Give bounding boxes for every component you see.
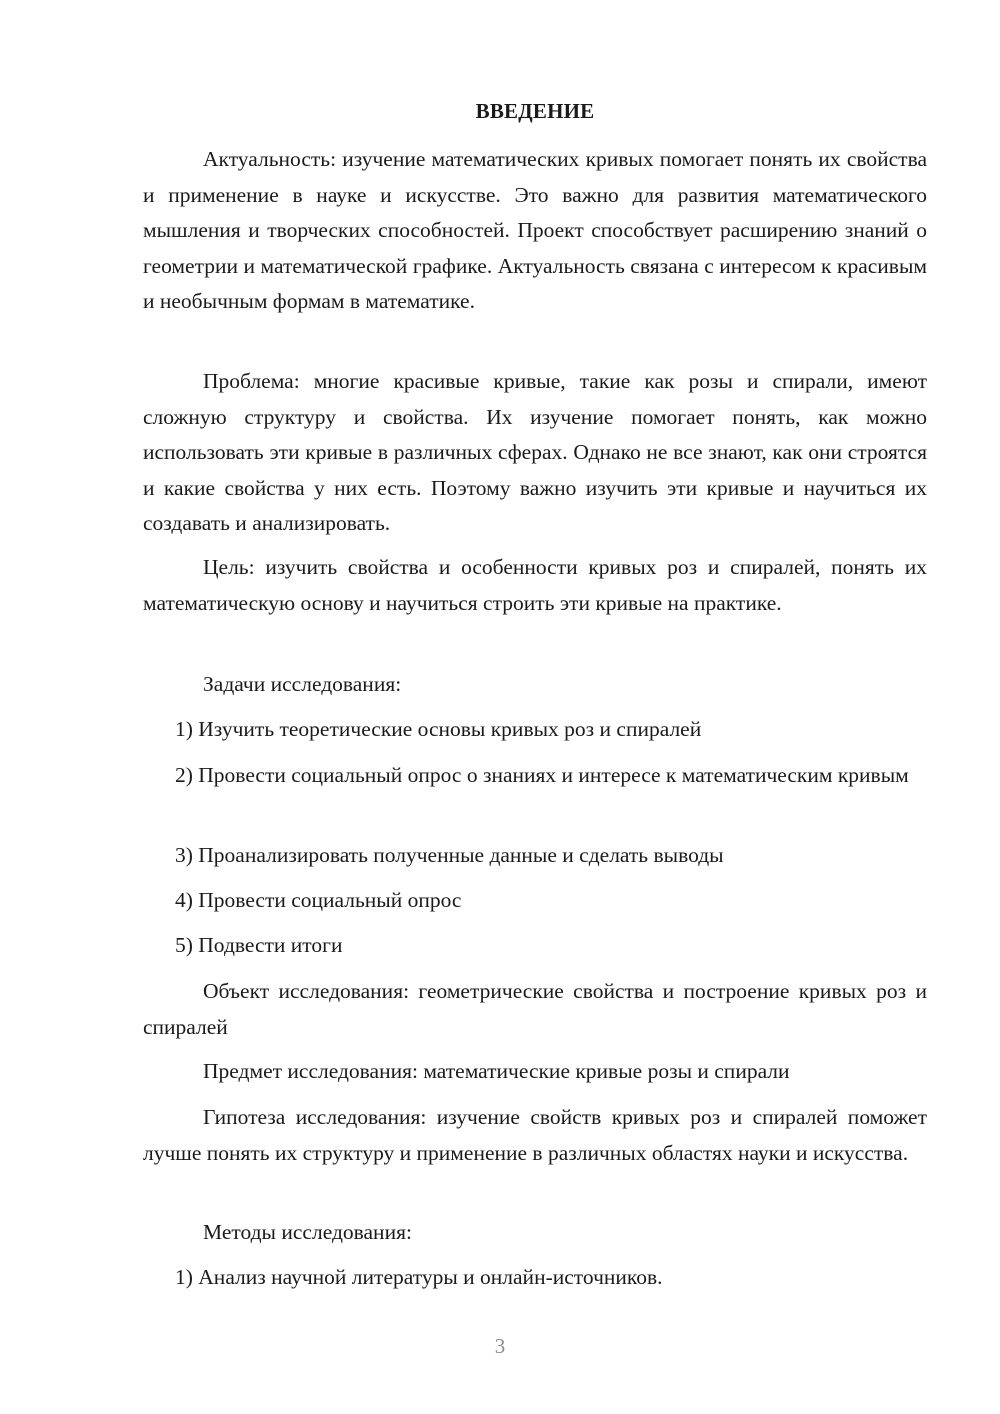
section-heading: ВВЕДЕНИЕ: [475, 99, 595, 123]
task-item-3: 3) Проанализировать полученные данные и сделать выводы: [175, 843, 724, 867]
paragraph-object: Объект исследования: геометрические свойства и построение кривых роз и спиралей: [143, 979, 927, 1039]
task-item-2: 2) Провести социальный опрос о знаниях и интересе к математическим кривым: [175, 763, 909, 787]
task-item-5: 5) Подвести итоги: [175, 933, 343, 957]
tasks-title: Задачи исследования:: [203, 672, 402, 696]
methods-title: Методы исследования:: [203, 1220, 412, 1244]
paragraph-problem: Проблема: многие красивые кривые, такие как розы и спирали, имеют сложную структуру и свойства. Их изучение помогает понять, как можно использовать эти кривые в различных сферах. Однако не все знают, как они строятся и какие свойства у них есть. Поэтому важно изучить эти кривые и научиться их создавать и анализировать.: [143, 369, 927, 535]
task-item-1: 1) Изучить теоретические основы кривых роз и спиралей: [175, 717, 702, 741]
paragraph-goal: Цель: изучить свойства и особенности кривых роз и спиралей, понять их математическую основу и научиться строить эти кривые на практике.: [143, 555, 927, 615]
task-item-4: 4) Провести социальный опрос: [175, 888, 462, 912]
method-item-1: 1) Анализ научной литературы и онлайн-источников.: [175, 1265, 663, 1289]
page-number: 3: [494, 1334, 506, 1358]
paragraph-subject: Предмет исследования: математические кривые розы и спирали: [203, 1059, 790, 1083]
paragraph-relevance: Актуальность: изучение математических кривых помогает понять их свойства и применение в науке и искусстве. Это важно для развития математического мышления и творческих способностей. Проект способствует расширению знаний о геометрии и математической графике. Актуальность связана с интересом к красивым и необычным формам в математике.: [143, 147, 927, 313]
paragraph-hypothesis: Гипотеза исследования: изучение свойств кривых роз и спиралей поможет лучше понять их структуру и применение в различных областях науки и искусства.: [143, 1105, 927, 1165]
